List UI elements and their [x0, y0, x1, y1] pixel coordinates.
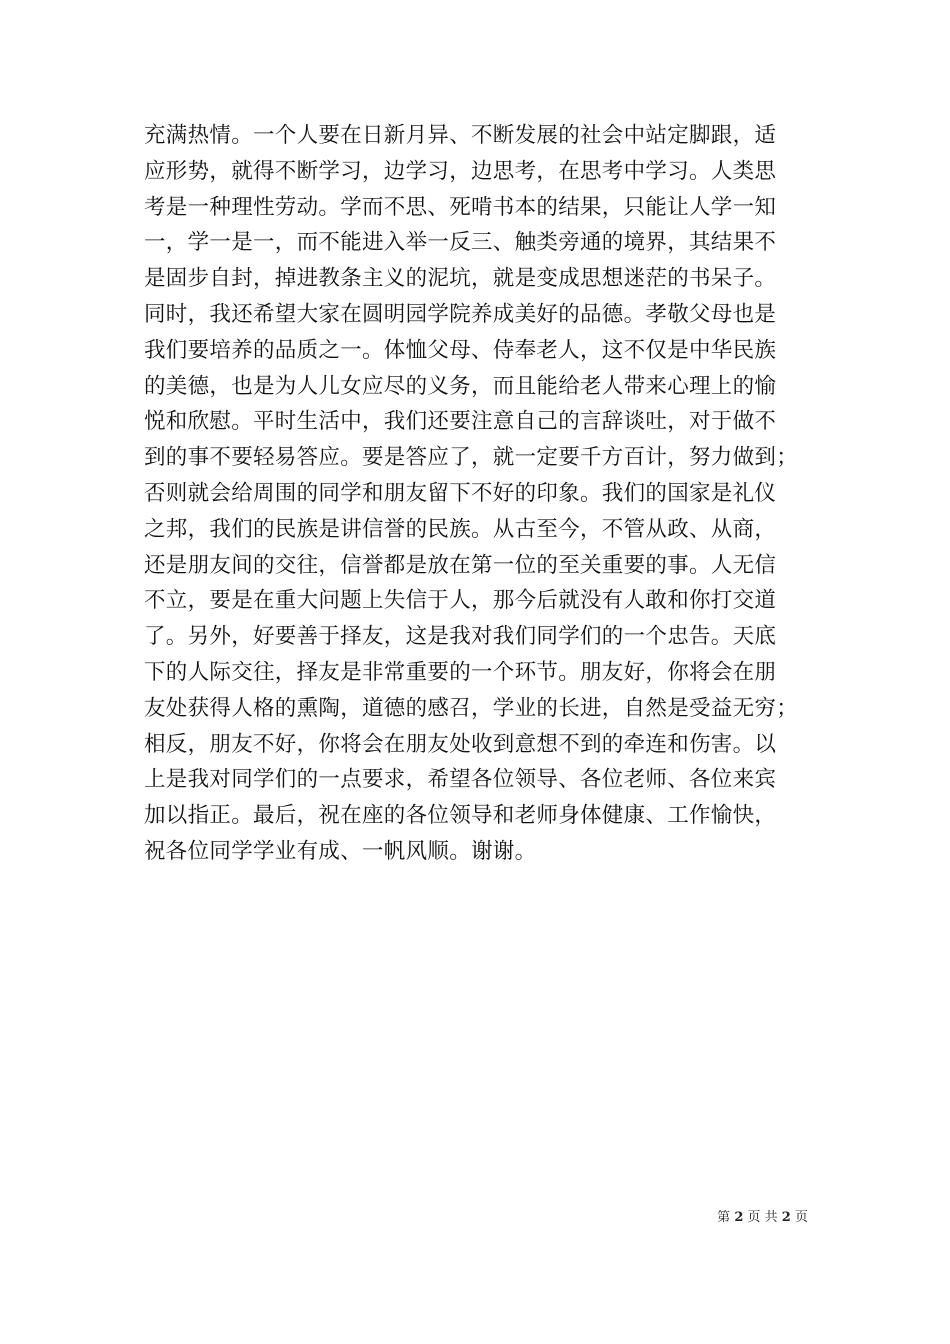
text-line: 下的人际交往，择友是非常重要的一个环节。朋友好，你将会在朋	[144, 659, 777, 685]
text-line: 是固步自封，掉进教条主义的泥坑，就是变成思想迷茫的书呆子。	[144, 266, 777, 292]
text-line: 否则就会给周围的同学和朋友留下不好的印象。我们的国家是礼仪	[144, 480, 777, 506]
text-line: 的美德，也是为人儿女应尽的义务，而且能给老人带来心理上的愉	[144, 373, 777, 399]
text-line: 友处获得人格的熏陶，道德的感召，学业的长进，自然是受益无穷；	[144, 695, 799, 721]
page-number-footer	[717, 1206, 808, 1225]
text-line: 祝各位同学学业有成、一帆风顺。谢谢。	[144, 838, 537, 864]
footer-middle: 页 共	[747, 1210, 778, 1225]
text-line: 到的事不要轻易答应。要是答应了，就一定要千方百计，努力做到；	[144, 445, 799, 471]
text-line: 充满热情。一个人要在日新月异、不断发展的社会中站定脚跟，适	[144, 123, 777, 148]
footer-prefix: 第	[717, 1210, 731, 1225]
total-page-number: 2	[781, 1210, 791, 1225]
current-page-number: 2	[734, 1210, 744, 1225]
text-line: 了。另外，好要善于择友，这是我对我们同学们的一个忠告。天底	[144, 624, 777, 650]
footer-suffix: 页	[794, 1210, 808, 1225]
text-line: 还是朋友间的交往，信誉都是放在第一位的至关重要的事。人无信	[144, 552, 777, 578]
text-line: 应形势，就得不断学习，边学习，边思考，在思考中学习。人类思	[144, 158, 777, 184]
text-line: 一，学一是一，而不能进入举一反三、触类旁通的境界，其结果不	[144, 230, 777, 256]
text-line: 悦和欣慰。平时生活中，我们还要注意自己的言辞谈吐，对于做不	[144, 409, 777, 435]
text-line: 加以指正。最后，祝在座的各位领导和老师身体健康、工作愉快，	[144, 803, 777, 829]
text-line: 考是一种理性劳动。学而不思、死啃书本的结果，只能让人学一知	[144, 194, 777, 220]
text-line: 之邦，我们的民族是讲信誉的民族。从古至今，不管从政、从商，	[144, 516, 777, 542]
text-line: 上是我对同学们的一点要求，希望各位领导、各位老师、各位来宾	[144, 767, 777, 793]
text-line: 不立，要是在重大问题上失信于人，那今后就没有人敢和你打交道	[144, 588, 777, 614]
text-line: 相反，朋友不好，你将会在朋友处收到意想不到的牵连和伤害。以	[144, 731, 777, 757]
text-line: 同时，我还希望大家在圆明园学院养成美好的品德。孝敬父母也是	[144, 301, 777, 327]
body-text	[144, 118, 824, 870]
text-line: 我们要培养的品质之一。体恤父母、侍奉老人，这不仅是中华民族	[144, 337, 777, 363]
